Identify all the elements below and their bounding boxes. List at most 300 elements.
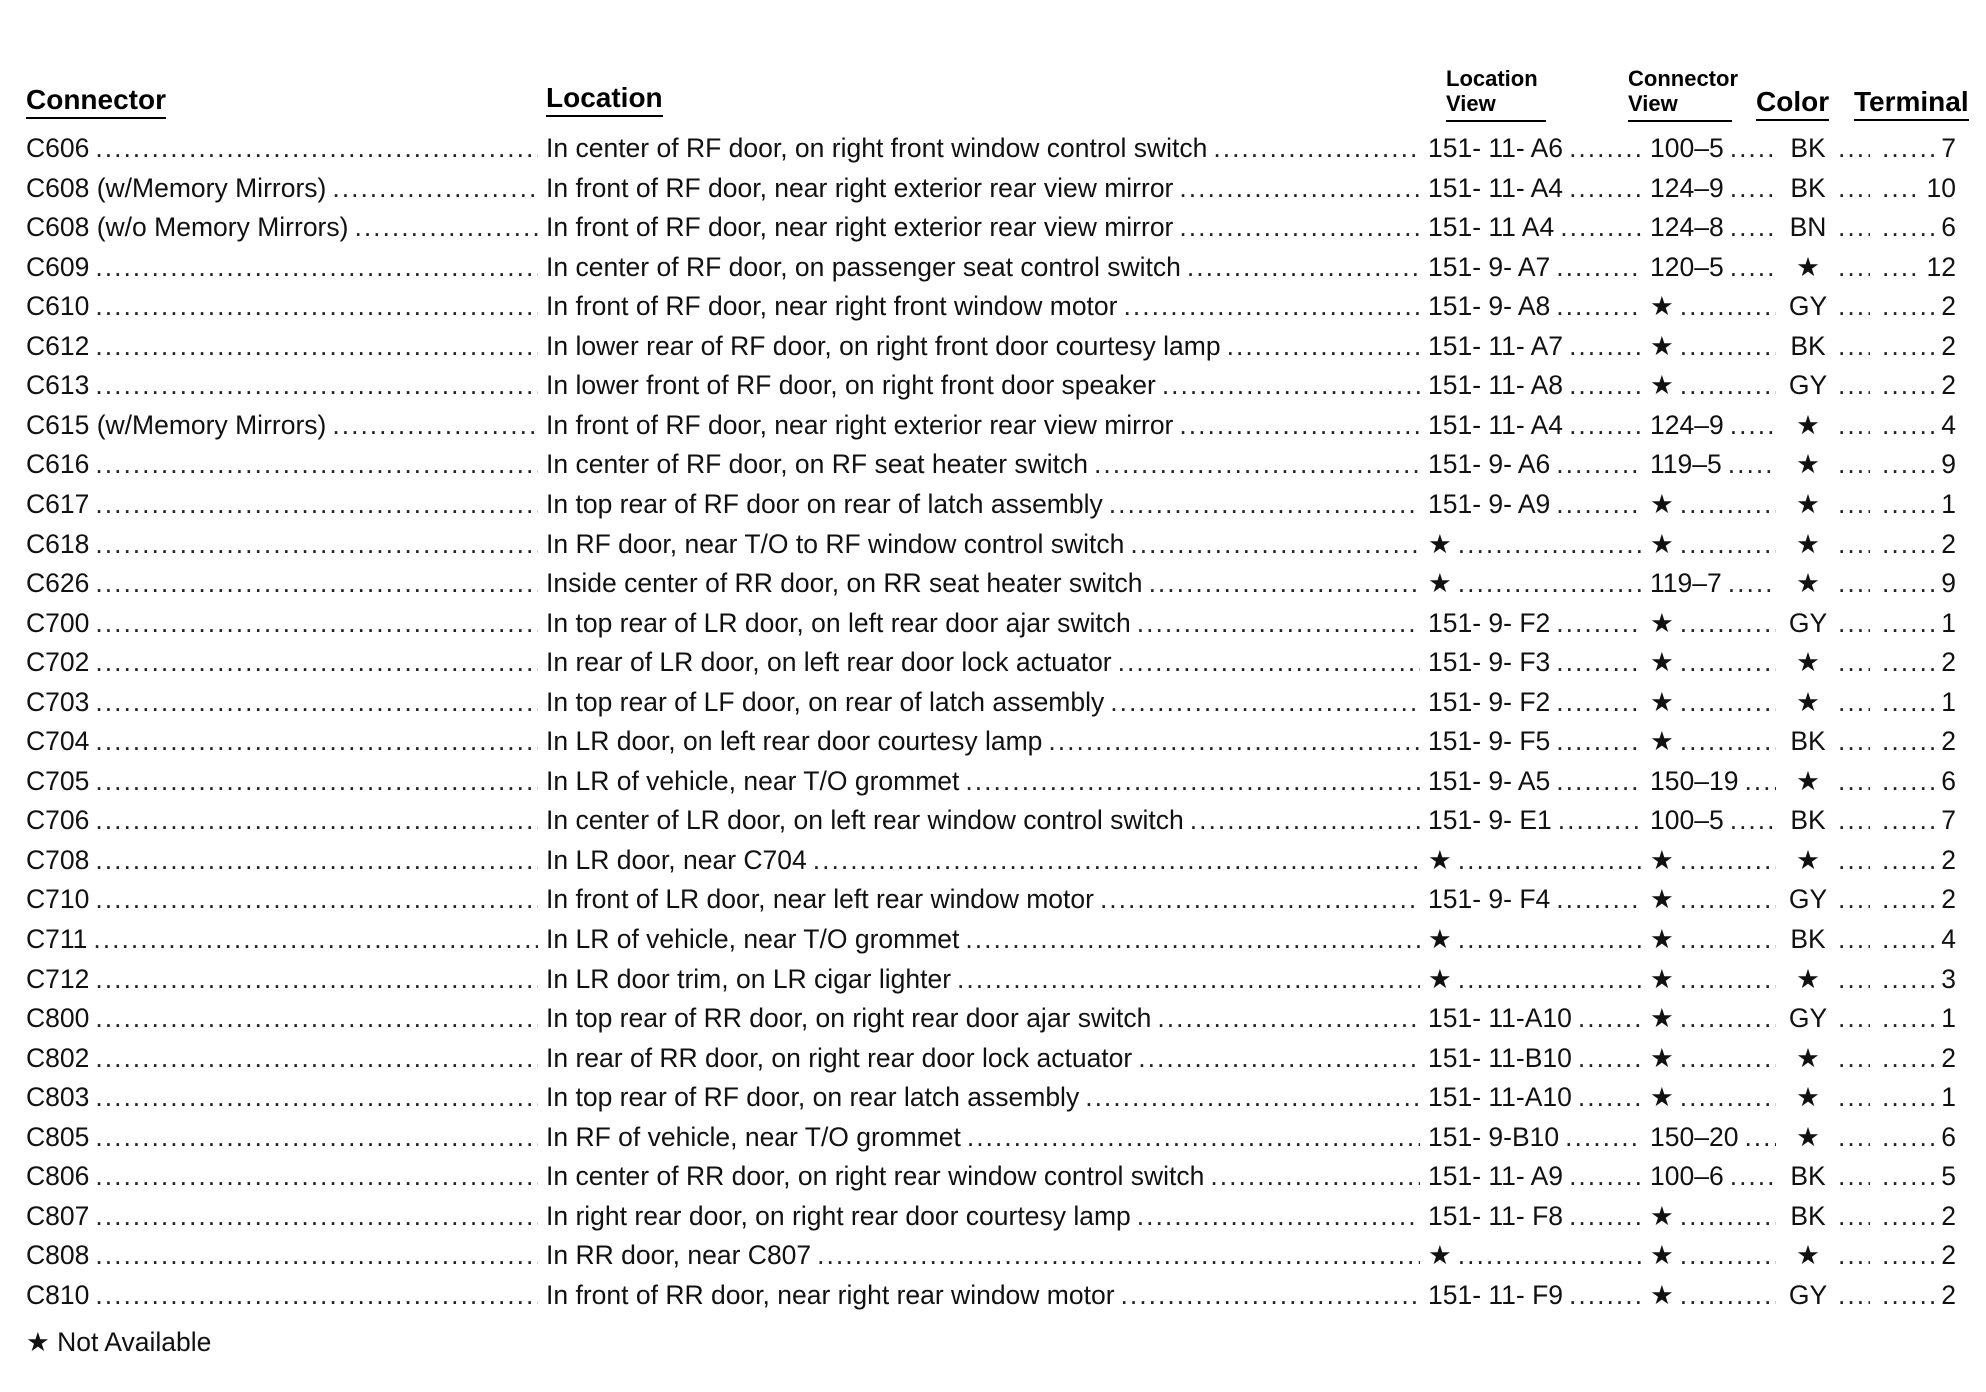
location-view-cell-text: 151- 11- A8 <box>1428 370 1564 401</box>
table-row <box>26 919 1976 959</box>
dot-leader <box>1556 247 1642 287</box>
color-cell-text: ★ <box>1796 963 1820 994</box>
dot-leader <box>1458 840 1642 880</box>
location-view-cell-text: 151- 9- A6 <box>1428 449 1551 480</box>
dot-leader <box>1838 1077 1870 1117</box>
location-view-cell-text: 151- 9- E1 <box>1428 805 1552 836</box>
dot-leader <box>1458 959 1642 999</box>
connector-view-cell <box>1650 879 1780 919</box>
location-view-cell <box>1428 286 1646 326</box>
color-cell <box>1784 247 1874 287</box>
connector-cell <box>26 642 542 682</box>
dot-leader <box>95 840 538 880</box>
footnote: ★ Not Available <box>26 1327 212 1357</box>
connector-view-cell <box>1650 998 1780 1038</box>
connector-cell-text: C802 <box>26 1042 90 1073</box>
terminal-cell <box>1876 840 1956 880</box>
dot-leader <box>1882 682 1935 722</box>
location-view-cell-text: 151- 9- F4 <box>1428 884 1551 915</box>
connector-view-cell-text: 124–9 <box>1650 172 1724 203</box>
table-row <box>26 603 1976 643</box>
dot-leader <box>1138 1038 1420 1078</box>
location-cell-text: In center of LR door, on left rear window control switch <box>546 805 1184 836</box>
connector-view-cell <box>1650 682 1780 722</box>
terminal-cell-text: 7 <box>1941 133 1956 163</box>
connector-view-cell <box>1650 603 1780 643</box>
dot-leader <box>1569 1275 1642 1315</box>
color-cell <box>1784 1077 1874 1117</box>
connector-view-cell <box>1650 1196 1780 1236</box>
connector-cell-text: C806 <box>26 1161 90 1192</box>
color-cell-text: BK <box>1790 924 1826 954</box>
table-row <box>26 1156 1976 1196</box>
connector-view-cell-text: 120–5 <box>1650 251 1724 282</box>
terminal-cell-text: 9 <box>1941 449 1956 480</box>
dot-leader <box>1838 840 1870 880</box>
color-cell-text: ★ <box>1796 251 1820 282</box>
dot-leader <box>1838 721 1870 761</box>
connector-view-cell <box>1650 1038 1780 1078</box>
dot-leader <box>1882 1235 1935 1275</box>
color-cell-text: ★ <box>1796 765 1820 796</box>
dot-leader <box>95 959 538 999</box>
table-row <box>26 959 1976 999</box>
location-view-cell-text: 151- 11-B10 <box>1428 1042 1572 1073</box>
dot-leader <box>1100 879 1420 919</box>
location-view-cell-text: ★ <box>1428 963 1452 994</box>
color-cell-text: ★ <box>1796 844 1820 875</box>
location-cell <box>546 682 1424 722</box>
dot-leader <box>1882 840 1935 880</box>
dot-leader <box>957 959 1420 999</box>
dot-leader <box>1085 1077 1420 1117</box>
connector-cell <box>26 128 542 168</box>
dot-leader <box>1680 721 1776 761</box>
location-cell <box>546 761 1424 801</box>
color-cell-text: GY <box>1788 1279 1828 1310</box>
connector-view-cell <box>1650 1117 1780 1157</box>
dot-leader <box>1730 405 1776 445</box>
dot-leader <box>1838 1038 1870 1078</box>
color-cell-text: ★ <box>1796 488 1820 519</box>
terminal-cell <box>1876 721 1956 761</box>
dot-leader <box>1130 524 1420 564</box>
header-location-view: Location View <box>1446 66 1546 122</box>
connector-cell <box>26 998 542 1038</box>
connector-cell <box>26 603 542 643</box>
dot-leader <box>1680 365 1776 405</box>
color-cell <box>1784 128 1874 168</box>
dot-leader <box>1680 1196 1776 1236</box>
dot-leader <box>1556 444 1642 484</box>
terminal-cell <box>1876 1235 1956 1275</box>
connector-view-cell <box>1650 365 1780 405</box>
connector-cell-text: C626 <box>26 568 90 599</box>
connector-cell <box>26 1196 542 1236</box>
connector-cell <box>26 563 542 603</box>
dot-leader <box>95 1156 538 1196</box>
connector-view-cell-text: ★ <box>1650 1200 1674 1231</box>
dot-leader <box>1680 286 1776 326</box>
dot-leader <box>1838 524 1870 564</box>
dot-leader <box>1838 168 1870 208</box>
color-cell-text: ★ <box>1796 528 1820 559</box>
terminal-cell <box>1876 998 1956 1038</box>
terminal-cell-text: 3 <box>1941 963 1956 994</box>
dot-leader <box>1680 998 1776 1038</box>
connector-cell <box>26 721 542 761</box>
connector-cell <box>26 1156 542 1196</box>
terminal-cell-text: 1 <box>1941 1003 1956 1034</box>
dot-leader <box>1680 603 1776 643</box>
location-view-cell-text: 151- 9- F2 <box>1428 607 1551 638</box>
table-row <box>26 800 1976 840</box>
dot-leader <box>95 484 538 524</box>
dot-leader <box>1882 919 1935 959</box>
location-view-cell <box>1428 1038 1646 1078</box>
color-cell-text: BK <box>1790 1200 1826 1231</box>
table-row <box>26 1117 1976 1157</box>
location-view-cell <box>1428 128 1646 168</box>
dot-leader <box>1569 365 1642 405</box>
location-view-cell <box>1428 919 1646 959</box>
dot-leader <box>1882 247 1921 287</box>
dot-leader <box>1569 1156 1642 1196</box>
location-view-cell <box>1428 840 1646 880</box>
connector-view-cell <box>1650 326 1780 366</box>
connector-view-cell <box>1650 642 1780 682</box>
dot-leader <box>95 998 538 1038</box>
table-row <box>26 1077 1976 1117</box>
connector-view-cell <box>1650 128 1780 168</box>
connector-cell-text: C700 <box>26 607 90 638</box>
table-row <box>26 1038 1976 1078</box>
dot-leader <box>1179 405 1420 445</box>
dot-leader <box>1048 721 1420 761</box>
dot-leader <box>1680 1038 1776 1078</box>
terminal-cell <box>1876 1156 1956 1196</box>
location-cell <box>546 959 1424 999</box>
color-cell <box>1784 207 1874 247</box>
location-cell-text: In front of LR door, near left rear window motor <box>546 884 1094 915</box>
dot-leader <box>1882 959 1935 999</box>
terminal-cell <box>1876 1117 1956 1157</box>
dot-leader <box>95 365 538 405</box>
connector-cell <box>26 484 542 524</box>
color-cell-text: ★ <box>1796 1240 1820 1271</box>
dot-leader <box>1558 800 1642 840</box>
dot-leader <box>1680 682 1776 722</box>
dot-leader <box>813 840 1420 880</box>
dot-leader <box>1578 1077 1642 1117</box>
connector-view-cell-text: ★ <box>1650 1240 1674 1271</box>
connector-view-cell <box>1650 800 1780 840</box>
dot-leader <box>1882 879 1935 919</box>
location-view-cell <box>1428 563 1646 603</box>
connector-view-cell-text: 124–9 <box>1650 409 1724 440</box>
dot-leader <box>1882 1156 1935 1196</box>
color-cell-text: GY <box>1788 607 1828 638</box>
connector-cell-text: C608 (w/Memory Mirrors) <box>26 172 327 203</box>
location-cell-text: In center of RF door, on passenger seat control switch <box>546 251 1181 282</box>
location-view-cell-text: 151- 11- A7 <box>1428 330 1564 361</box>
terminal-cell-text: 2 <box>1941 1240 1956 1271</box>
location-view-cell-text: 151- 9- A7 <box>1428 251 1551 282</box>
dot-leader <box>1838 326 1870 366</box>
location-cell <box>546 1117 1424 1157</box>
dot-leader <box>1560 207 1642 247</box>
dot-leader <box>332 168 538 208</box>
connector-cell <box>26 840 542 880</box>
dot-leader <box>1157 998 1420 1038</box>
connector-view-cell-text: ★ <box>1650 963 1674 994</box>
connector-cell <box>26 919 542 959</box>
terminal-cell-text: 4 <box>1941 924 1956 954</box>
dot-leader <box>1838 919 1870 959</box>
dot-leader <box>1882 998 1935 1038</box>
terminal-cell <box>1876 326 1956 366</box>
terminal-cell-text: 10 <box>1926 172 1956 203</box>
connector-cell-text: C617 <box>26 488 90 519</box>
location-view-cell <box>1428 168 1646 208</box>
location-view-cell <box>1428 1196 1646 1236</box>
location-cell-text: In front of RF door, near right front window motor <box>546 291 1118 322</box>
dot-leader <box>95 524 538 564</box>
dot-leader <box>1123 286 1420 326</box>
location-cell <box>546 128 1424 168</box>
dot-leader <box>95 1196 538 1236</box>
dot-leader <box>1680 1275 1776 1315</box>
dot-leader <box>1680 1235 1776 1275</box>
location-view-cell-text: 151- 9- F3 <box>1428 647 1551 678</box>
color-cell-text: ★ <box>1796 1121 1820 1152</box>
table-row <box>26 286 1976 326</box>
dot-leader <box>1838 642 1870 682</box>
location-cell-text: In lower front of RF door, on right front door speaker <box>546 370 1156 401</box>
terminal-cell-text: 2 <box>1941 291 1956 322</box>
dot-leader <box>1578 998 1642 1038</box>
connector-view-cell-text: ★ <box>1650 607 1674 638</box>
location-view-cell-text: 151- 11-A10 <box>1428 1003 1572 1034</box>
dot-leader <box>1556 603 1642 643</box>
location-view-cell <box>1428 524 1646 564</box>
dot-leader <box>967 1117 1420 1157</box>
terminal-cell <box>1876 484 1956 524</box>
connector-cell-text: C803 <box>26 1082 90 1113</box>
color-cell <box>1784 682 1874 722</box>
color-cell <box>1784 1235 1874 1275</box>
connector-view-cell <box>1650 1077 1780 1117</box>
dot-leader <box>1882 128 1935 168</box>
location-cell-text: In lower rear of RF door, on right front door courtesy lamp <box>546 330 1221 361</box>
location-cell-text: In LR of vehicle, near T/O grommet <box>546 765 960 796</box>
terminal-cell <box>1876 247 1956 287</box>
dot-leader <box>95 879 538 919</box>
dot-leader <box>1210 1156 1420 1196</box>
dot-leader <box>1882 365 1935 405</box>
location-view-cell <box>1428 761 1646 801</box>
connector-view-cell <box>1650 721 1780 761</box>
connector-cell-text: C807 <box>26 1200 90 1231</box>
header-connector: Connector <box>26 86 166 119</box>
dot-leader <box>1838 1156 1870 1196</box>
color-cell <box>1784 286 1874 326</box>
dot-leader <box>1882 1275 1935 1315</box>
connector-cell <box>26 444 542 484</box>
color-cell <box>1784 1196 1874 1236</box>
dot-leader <box>95 563 538 603</box>
dot-leader <box>1838 800 1870 840</box>
connector-cell-text: C613 <box>26 370 90 401</box>
dot-leader <box>1882 444 1935 484</box>
terminal-cell-text: 4 <box>1941 409 1956 440</box>
header-location: Location <box>546 84 663 117</box>
table-row <box>26 1235 1976 1275</box>
dot-leader <box>95 326 538 366</box>
location-cell-text: In top rear of LR door, on left rear door ajar switch <box>546 607 1131 638</box>
terminal-cell-text: 5 <box>1941 1161 1956 1192</box>
location-cell <box>546 879 1424 919</box>
connector-cell <box>26 1275 542 1315</box>
dot-leader <box>965 919 1420 959</box>
connector-view-cell-text: 150–19 <box>1650 765 1739 796</box>
terminal-cell-text: 6 <box>1941 765 1956 796</box>
location-view-cell-text: 151- 11-A10 <box>1428 1082 1572 1113</box>
dot-leader <box>1730 1156 1776 1196</box>
location-cell <box>546 524 1424 564</box>
dot-leader <box>1137 1196 1420 1236</box>
terminal-cell-text: 7 <box>1941 805 1956 836</box>
color-cell-text: BK <box>1790 805 1826 836</box>
terminal-cell <box>1876 879 1956 919</box>
dot-leader <box>1149 563 1420 603</box>
connector-view-cell <box>1650 247 1780 287</box>
location-cell <box>546 444 1424 484</box>
location-cell <box>546 286 1424 326</box>
connector-cell <box>26 207 542 247</box>
location-view-cell <box>1428 998 1646 1038</box>
dot-leader <box>1680 524 1776 564</box>
location-view-cell-text: ★ <box>1428 1240 1452 1271</box>
location-cell <box>546 800 1424 840</box>
connector-cell <box>26 761 542 801</box>
dot-leader <box>1882 800 1935 840</box>
terminal-cell-text: 6 <box>1941 1121 1956 1152</box>
dot-leader <box>95 444 538 484</box>
dot-leader <box>1458 563 1642 603</box>
location-cell-text: In LR door, near C704 <box>546 844 807 875</box>
terminal-cell-text: 1 <box>1941 488 1956 519</box>
connector-cell-text: C708 <box>26 844 90 875</box>
dot-leader <box>1838 761 1870 801</box>
terminal-cell-text: 2 <box>1941 844 1956 875</box>
terminal-cell-text: 2 <box>1941 884 1956 915</box>
location-view-cell-text: 151- 9- F5 <box>1428 726 1551 757</box>
location-view-cell-text: ★ <box>1428 568 1452 599</box>
connector-view-cell-text: ★ <box>1650 647 1674 678</box>
dot-leader <box>1556 642 1642 682</box>
connector-cell <box>26 1117 542 1157</box>
terminal-cell-text: 1 <box>1941 1082 1956 1113</box>
connector-cell-text: C606 <box>26 133 90 163</box>
connector-view-cell-text: ★ <box>1650 726 1674 757</box>
header-terminal: Terminal <box>1854 88 1969 121</box>
terminal-cell-text: 2 <box>1941 1279 1956 1310</box>
connector-cell-text: C705 <box>26 765 90 796</box>
connector-cell-text: C618 <box>26 528 90 559</box>
color-cell-text: GY <box>1788 1003 1828 1034</box>
dot-leader <box>1137 603 1420 643</box>
location-cell-text: In LR door, on left rear door courtesy lamp <box>546 726 1043 757</box>
connector-cell <box>26 879 542 919</box>
dot-leader <box>1227 326 1420 366</box>
terminal-cell <box>1876 207 1956 247</box>
connector-view-cell-text: ★ <box>1650 1082 1674 1113</box>
location-view-cell-text: 151- 11- F8 <box>1428 1200 1564 1231</box>
dot-leader <box>1680 326 1776 366</box>
location-cell-text: In front of RF door, near right exterior rear view mirror <box>546 409 1174 440</box>
color-cell <box>1784 761 1874 801</box>
color-cell-text: BN <box>1789 212 1827 243</box>
dot-leader <box>1556 761 1642 801</box>
color-cell-text: BK <box>1790 1161 1826 1192</box>
connector-view-cell <box>1650 286 1780 326</box>
connector-view-cell-text: ★ <box>1650 528 1674 559</box>
connector-cell <box>26 286 542 326</box>
connector-view-cell-text: 100–6 <box>1650 1161 1724 1192</box>
location-cell-text: In RR door, near C807 <box>546 1240 812 1271</box>
location-view-cell <box>1428 484 1646 524</box>
terminal-cell-text: 1 <box>1941 607 1956 638</box>
location-cell <box>546 642 1424 682</box>
location-view-cell-text: 151- 11- A6 <box>1428 133 1564 163</box>
terminal-cell-text: 2 <box>1941 1042 1956 1073</box>
connector-view-cell <box>1650 444 1780 484</box>
table-row <box>26 524 1976 564</box>
dot-leader <box>1730 128 1776 168</box>
dot-leader <box>1838 603 1870 643</box>
location-cell-text: In center of RF door, on RF seat heater switch <box>546 449 1089 480</box>
terminal-cell <box>1876 642 1956 682</box>
dot-leader <box>1838 484 1870 524</box>
terminal-cell <box>1876 959 1956 999</box>
location-cell <box>546 168 1424 208</box>
color-cell <box>1784 998 1874 1038</box>
location-cell <box>546 840 1424 880</box>
dot-leader <box>1730 247 1776 287</box>
dot-leader <box>1179 207 1420 247</box>
connector-view-cell <box>1650 1156 1780 1196</box>
connector-cell-text: C615 (w/Memory Mirrors) <box>26 409 327 440</box>
dot-leader <box>95 1235 538 1275</box>
dot-leader <box>93 919 538 959</box>
connector-cell-text: C610 <box>26 291 90 322</box>
location-view-cell <box>1428 642 1646 682</box>
dot-leader <box>95 247 538 287</box>
dot-leader <box>1578 1038 1642 1078</box>
location-cell-text: In RF of vehicle, near T/O grommet <box>546 1121 961 1152</box>
location-view-cell-text: 151- 11- A4 <box>1428 172 1564 203</box>
location-cell-text: Inside center of RR door, on RR seat heater switch <box>546 568 1143 599</box>
connector-cell <box>26 682 542 722</box>
connector-cell-text: C608 (w/o Memory Mirrors) <box>26 212 349 243</box>
location-cell <box>546 721 1424 761</box>
connector-view-cell <box>1650 484 1780 524</box>
location-cell <box>546 207 1424 247</box>
dot-leader <box>1882 563 1935 603</box>
color-cell-text: GY <box>1788 291 1828 322</box>
dot-leader <box>1680 840 1776 880</box>
